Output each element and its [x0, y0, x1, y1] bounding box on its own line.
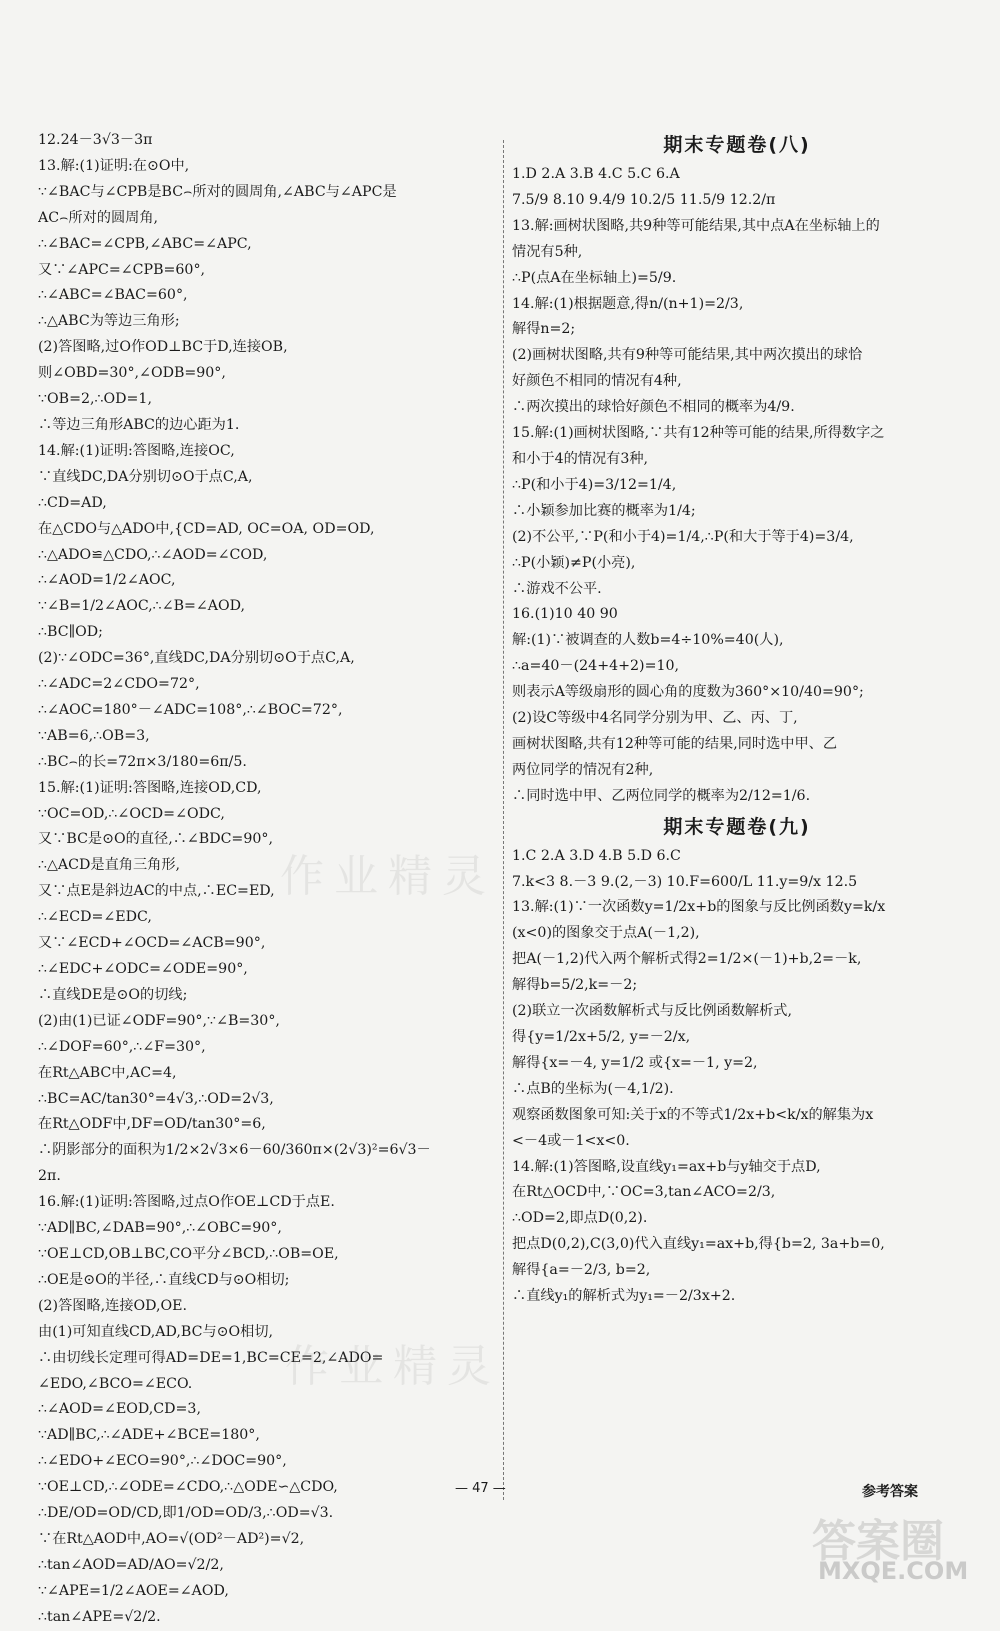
answer-line: ∴BC⌢的长=72π×3/180=6π/5.	[38, 753, 247, 770]
watermark-text: 作业精灵	[280, 851, 496, 902]
left-column	[38, 128, 498, 1631]
answer-line: 在△CDO与△ADO中,{CD=AD, OC=OA, OD=OD,	[38, 520, 375, 537]
answer-line: 14.解:(1)证明:答图略,连接OC,	[38, 442, 235, 459]
answer-line: 14.解:(1)答图略,设直线y₁=ax+b与y轴交于点D,	[512, 1158, 821, 1175]
answer-line: ∴∠ECD=∠EDC,	[38, 909, 152, 926]
answer-line: ∵OB=2,∴OD=1,	[38, 391, 152, 408]
answer-line: (2)画树状图略,共有9种等可能结果,其中两次摸出的球恰	[512, 347, 863, 364]
answer-line: 7.k<3 8.－3 9.(2,－3) 10.F=600/L 11.y=9/x 12.5	[512, 873, 858, 890]
section-8-title: 期末专题卷(八)	[663, 134, 811, 156]
answer-line: 13.解:画树状图略,共9种等可能结果,其中点A在坐标轴上的	[512, 217, 880, 234]
answer-line: <－4或－1<x<0.	[512, 1132, 630, 1149]
answer-line: ∵AD∥BC,∴∠ADE+∠BCE=180°,	[38, 1427, 260, 1444]
answer-line: 又∵点E是斜边AC的中点,∴EC=ED,	[38, 883, 275, 900]
answer-line: ∴△ACD是直角三角形,	[38, 857, 181, 874]
answer-line: ∴∠BAC=∠CPB,∠ABC=∠APC,	[38, 235, 252, 252]
answer-line: ∴OD=2,即点D(0,2).	[512, 1210, 648, 1227]
answer-line: ∴小颖参加比赛的概率为1/4;	[512, 502, 696, 519]
answer-line: 把点D(0,2),C(3,0)代入直线y₁=ax+b,得{b=2, 3a+b=0,	[512, 1236, 885, 1253]
answer-line: 1.C 2.A 3.D 4.B 5.D 6.C	[512, 847, 681, 864]
answer-line: 1.D 2.A 3.B 4.C 5.C 6.A	[512, 166, 680, 182]
answer-line: 7.5/9 8.10 9.4/9 10.2/5 11.5/9 12.2/π	[512, 191, 776, 208]
answer-line: 解得n=2;	[512, 321, 576, 338]
section-9-title: 期末专题卷(九)	[663, 815, 811, 838]
answer-line: 15.解:(1)证明:答图略,连接OD,CD,	[38, 779, 262, 796]
answer-line: 由(1)可知直线CD,AD,BC与⊙O相切,	[38, 1323, 274, 1340]
answer-line: ∵直线DC,DA分别切⊙O于点C,A,	[38, 468, 253, 485]
answer-line: 在Rt△ODF中,DF=OD/tan30°=6,	[38, 1116, 266, 1133]
answer-line: ∴BC∥OD;	[38, 624, 103, 641]
answer-line: ∵AD∥BC,∠DAB=90°,∴∠OBC=90°,	[38, 1220, 282, 1237]
section-8-content	[512, 162, 962, 810]
answer-line: (x<0)的图象交于点A(－1,2),	[512, 925, 700, 942]
answer-line: (2)∵∠ODC=36°,直线DC,DA分别切⊙O于点C,A,	[38, 650, 355, 667]
answer-line: ∠EDO,∠BCO=∠ECO.	[38, 1375, 193, 1392]
answer-line: ∴同时选中甲、乙两位同学的概率为2/12=1/6.	[512, 787, 811, 804]
answer-line: (2)答图略,过O作OD⊥BC于D,连接OB,	[38, 339, 288, 356]
answer-line: 解得b=5/2,k=－2;	[512, 977, 638, 994]
answer-line: ∴CD=AD,	[38, 494, 107, 511]
answer-line: ∴OE是⊙O的半径,∴直线CD与⊙O相切;	[38, 1271, 290, 1288]
answer-line: ∵∠B=1/2∠AOC,∴∠B=∠AOD,	[38, 598, 246, 615]
answer-line: 两位同学的情况有2种,	[512, 761, 654, 778]
answer-line: (2)不公平,∵P(和小于4)=1/4,∴P(和大于等于4)=3/4,	[512, 528, 854, 545]
logo-text: 答案圈	[812, 1516, 944, 1567]
answer-line: 15.解:(1)画树状图略,∵共有12种等可能的结果,所得数字之	[512, 425, 885, 442]
answer-line: 解:(1)∵被调查的人数b=4÷10%=40(人),	[512, 632, 784, 649]
answer-line: ∴△ADO≌△CDO,∴∠AOD=∠COD,	[38, 546, 268, 563]
answer-line: ∴∠AOD=1/2∠AOC,	[38, 572, 176, 589]
answer-line: ∵AB=6,∴OB=3,	[38, 727, 150, 744]
answer-line: 在Rt△OCD中,∵OC=3,tan∠ACO=2/3,	[512, 1184, 776, 1201]
answer-line: 12.24－3√3－3π	[38, 132, 153, 148]
answer-line: (2)联立一次函数解析式与反比例函数解析式,	[512, 1003, 792, 1020]
answer-line: 在Rt△ABC中,AC=4,	[38, 1064, 177, 1081]
answer-line: ∴由切线长定理可得AD=DE=1,BC=CE=2,∠ADO=	[38, 1349, 384, 1366]
answer-line: ∴阴影部分的面积为1/2×2√3×6－60/360π×(2√3)²=6√3－	[38, 1142, 431, 1159]
answer-line: 观察函数图象可知:关于x的不等式1/2x+b<k/x的解集为x	[512, 1106, 874, 1123]
answer-line: 则∠OBD=30°,∠ODB=90°,	[38, 365, 226, 382]
answer-line: ∴P(点A在坐标轴上)=5/9.	[512, 269, 677, 286]
answer-line: 又∵∠ECD+∠OCD=∠ACB=90°,	[38, 935, 266, 952]
answer-line: (2)设C等级中4名同学分别为甲、乙、丙、丁,	[512, 710, 798, 727]
answer-line: ∴∠EDO+∠ECO=90°,∴∠DOC=90°,	[38, 1453, 287, 1470]
answer-line: ∴P(小颖)≠P(小亮),	[512, 554, 636, 571]
answer-line: 14.解:(1)根据题意,得n/(n+1)=2/3,	[512, 295, 744, 312]
answer-line: ∴△ABC为等边三角形;	[38, 313, 180, 330]
answer-line: ∴P(和小于4)=3/12=1/4,	[512, 476, 677, 493]
page-number: — 47 —	[455, 1481, 506, 1496]
logo-url: MXQE.COM	[818, 1557, 969, 1585]
answer-line: 13.解:(1)∵一次函数y=1/2x+b的图象与反比例函数y=k/x	[512, 899, 886, 916]
answer-line: ∴a=40－(24+4+2)=10,	[512, 658, 680, 675]
answer-line: ∴∠EDC+∠ODC=∠ODE=90°,	[38, 961, 248, 977]
answer-line: (2)由(1)已证∠ODF=90°,∵∠B=30°,	[38, 1012, 280, 1029]
answer-line: 又∵∠APC=∠CPB=60°,	[38, 261, 206, 278]
answer-line: 13.解:(1)证明:在⊙O中,	[38, 157, 190, 174]
answer-line: 把A(－1,2)代入两个解析式得2=1/2×(－1)+b,2=－k,	[512, 951, 862, 968]
answer-line: ∴tan∠AOD=AD/AO=√2/2,	[38, 1556, 224, 1573]
answer-line: ∴直线y₁的解析式为y₁=－2/3x+2.	[512, 1288, 736, 1305]
answer-line: AC⌢所对的圆周角,	[38, 209, 159, 226]
answer-line: 16.(1)10 40 90	[512, 606, 618, 623]
answer-line: ∴∠AOC=180°－∠ADC=108°,∴∠BOC=72°,	[38, 701, 343, 718]
answer-line: (2)答图略,连接OD,OE.	[38, 1297, 188, 1314]
answer-line: 则表示A等级扇形的圆心角的度数为360°×10/40=90°;	[512, 684, 864, 701]
section-9-content	[512, 844, 962, 1310]
answer-line: ∴∠DOF=60°,∴∠F=30°,	[38, 1038, 206, 1055]
answer-line: ∴点B的坐标为(－4,1/2).	[512, 1080, 674, 1097]
footer-label: 参考答案	[862, 1484, 918, 1500]
answer-line: 又∵BC是⊙O的直径,∴∠BDC=90°,	[38, 831, 273, 848]
answer-line: ∵∠BAC与∠CPB是BC⌢所对的圆周角,∠ABC与∠APC是	[38, 183, 397, 200]
answer-line: 画树状图略,共有12种等可能的结果,同时选中甲、乙	[512, 735, 838, 752]
answer-line: ∵OE⊥CD,OB⊥BC,CO平分∠BCD,∴OB=OE,	[38, 1245, 339, 1262]
answer-line: ∵在Rt△AOD中,AO=√(OD²－AD²)=√2,	[38, 1530, 305, 1547]
answer-line: ∴∠ABC=∠BAC=60°,	[38, 287, 188, 304]
answer-line: ∴等边三角形ABC的边心距为1.	[38, 416, 240, 433]
answer-line: ∴BC=AC/tan30°=4√3,∴OD=2√3,	[38, 1090, 274, 1107]
answer-line: 情况有5种,	[512, 243, 583, 260]
answer-line: ∴∠AOD=∠EOD,CD=3,	[38, 1401, 201, 1418]
answer-line: ∵OC=OD,∴∠OCD=∠ODC,	[38, 805, 225, 822]
answer-line: 和小于4的情况有3种,	[512, 450, 649, 467]
watermark-text-2: 作业精灵	[285, 1341, 501, 1392]
answer-line: ∴直线DE是⊙O的切线;	[38, 986, 188, 1003]
column-divider	[503, 140, 504, 1500]
site-logo	[812, 1505, 987, 1595]
answer-line: 解得{x=－4, y=1/2 或{x=－1, y=2,	[512, 1054, 758, 1071]
answer-line: ∵∠APE=1/2∠AOE=∠AOD,	[38, 1582, 229, 1599]
answer-line: ∴DE/OD=OD/CD,即1/OD=OD/3,∴OD=√3.	[38, 1505, 334, 1522]
answer-line: ∴tan∠APE=√2/2.	[38, 1608, 161, 1625]
answer-line: ∴∠ADC=2∠CDO=72°,	[38, 676, 200, 693]
answer-line: 16.解:(1)证明:答图略,过点O作OE⊥CD于点E.	[38, 1194, 335, 1211]
answer-line: ∵OE⊥CD,∴∠ODE=∠CDO,∴△ODE∽△CDO,	[38, 1479, 338, 1496]
answer-line: ∴两次摸出的球恰好颜色不相同的概率为4/9.	[512, 399, 795, 416]
answer-line: 好颜色不相同的情况有4种,	[512, 373, 682, 390]
answer-line: 2π.	[38, 1168, 61, 1185]
answer-line: 得{y=1/2x+5/2, y=－2/x,	[512, 1029, 691, 1045]
right-column	[512, 128, 962, 1310]
answer-line: ∴游戏不公平.	[512, 580, 602, 597]
answer-line: 解得{a=－2/3, b=2,	[512, 1262, 651, 1279]
